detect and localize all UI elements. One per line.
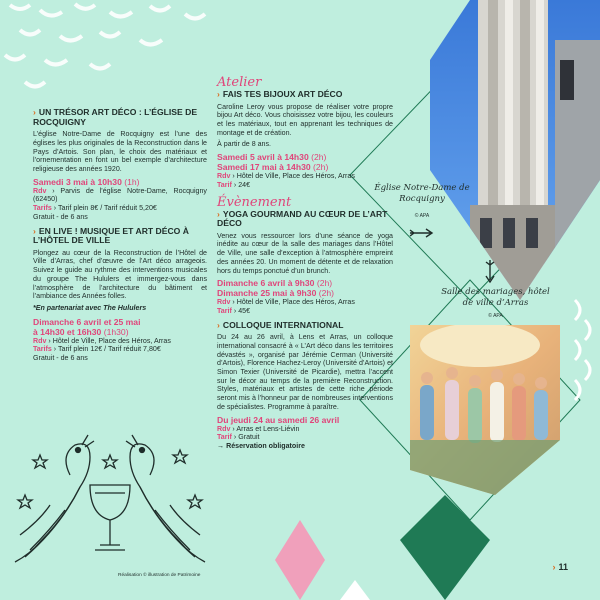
arrow-icon: › bbox=[33, 107, 36, 117]
event-date: Samedi 3 mai à 10h30 (1h) bbox=[33, 176, 140, 187]
section-colloque bbox=[217, 321, 393, 451]
church-caption: Église Notre-Dame de Rocquigny © APA bbox=[372, 183, 472, 242]
rdv-line: Rdv › Arras et Lens-Liévin bbox=[217, 424, 300, 433]
hall-caption: Salle des mariages, hôtel de ville d’Arras © APA bbox=[441, 287, 550, 319]
event-date: Du jeudi 24 au samedi 26 avril bbox=[217, 414, 340, 425]
rdv-line: Rdv › Hôtel de Ville, Place des Héros, Arras bbox=[217, 298, 355, 307]
arrow-icon: › bbox=[52, 186, 55, 195]
arrow-icon: › bbox=[233, 180, 237, 189]
arrow-right-icon bbox=[408, 228, 436, 238]
arrow-icon: › bbox=[217, 319, 220, 330]
section-title: › COLLOQUE INTERNATIONAL bbox=[217, 319, 344, 330]
section-body: Caroline Leroy vous propose de réaliser votre propre bijou Art déco. Vous choisissez votre bijou, les couleurs et les matériaux, tout en apprenant les techniques de montage et de création. bbox=[217, 102, 393, 137]
arrow-icon: › bbox=[552, 562, 556, 572]
tarifs-line: Tarifs › Tarif plein 12€ / Tarif réduit 7,80€ bbox=[33, 345, 161, 354]
arrow-icon: › bbox=[53, 345, 57, 354]
tarif-line: Tarif › 24€ bbox=[217, 180, 251, 189]
rdv-line: Rdv › Parvis de l’église Notre-Dame, Rocquigny (62450) bbox=[33, 186, 207, 204]
section-title: › YOGA GOURMAND AU CŒUR DE L’ART DÉCO bbox=[217, 208, 388, 229]
free-line: Gratuit - de 6 ans bbox=[33, 354, 88, 363]
section-body: Du 24 au 26 avril, à Lens et Arras, un colloque international consacré à « L’Art déco dans les territoires dévastés », organisé par Jérémie Cerman (Université d’Artois), Florence Hachez-Leroy (Université d’Artois) et Simon Texier (Université de Picardie), mettra l’accent sur le décor au temps de la première Reconstruction. Styles, matériaux et artistes de cette riche période seront mis à l’honneur par de nombreuses interventions de spécialistes. Programme à paraître. bbox=[217, 333, 393, 411]
tarif-line: Tarif › Gratuit bbox=[217, 433, 260, 442]
event-date: Dimanche 6 avril et 25 mai bbox=[33, 316, 141, 327]
arrow-icon: › bbox=[233, 306, 237, 315]
arrow-icon: › bbox=[232, 424, 235, 433]
partner-note: *En partenariat avec The Hululers bbox=[33, 303, 147, 312]
section-body: L’église Notre-Dame de Rocquigny est l’une des églises les plus originales de la Reconstruction dans le Pays d’Artois. Son plan, le choix des matériaux et l’ornementation en font un bel exemple d’architecture religieuse des années 1920. bbox=[33, 130, 207, 173]
tarifs-line: Tarifs › Tarif plein 8€ / Tarif réduit 5,20€ bbox=[33, 204, 157, 213]
arrow-down-icon bbox=[484, 258, 496, 284]
arrow-icon: › bbox=[217, 89, 220, 99]
section-eglise bbox=[33, 108, 207, 222]
section-body: Plongez au cœur de la Reconstruction de l’Hôtel de Ville d’Arras, chef d’œuvre de l’Art déco arrageois. Suivez le guide au rythme des interventions musicales du groupe The Hululers et immergez-vous dans l’atmosphère de l’architecture du bâtiment et l’ambiance des Années folles. bbox=[33, 248, 207, 301]
arrow-icon: › bbox=[232, 172, 235, 181]
arrow-icon: › bbox=[233, 433, 237, 442]
section-title: › FAIS TES BIJOUX ART DÉCO bbox=[217, 89, 343, 99]
free-line: Gratuit - de 6 ans bbox=[33, 212, 88, 221]
section-body: Venez vous ressourcer lors d’une séance de yoga inédite au cœur de la salle des mariages dans l’Hôtel de Ville, une salle d’exception à l’atmosphère empreint des années 20. Un moment de détente et de relaxation hors du temps ponctué d’un brunch. bbox=[217, 231, 393, 275]
reservation-line: → Réservation obligatoire bbox=[217, 441, 305, 450]
section-live bbox=[33, 227, 207, 363]
section-title: › UN TRÉSOR ART DÉCO : L’ÉGLISE DE ROCQUIGNY bbox=[33, 107, 198, 127]
event-date: Samedi 5 avril à 14h30 (2h) bbox=[217, 152, 327, 163]
column-middle bbox=[217, 75, 393, 456]
tarif-line: Tarif › 45€ bbox=[217, 306, 251, 315]
arrow-icon: → bbox=[217, 441, 225, 450]
section-title: › EN LIVE ! MUSIQUE ET ART DÉCO À L’HÔTEL DE VILLE bbox=[33, 225, 189, 246]
page-number: › 11 bbox=[552, 562, 568, 572]
arrow-icon: › bbox=[217, 208, 220, 219]
rdv-line: Rdv › Hôtel de Ville, Place des Héros, Arras bbox=[217, 172, 355, 181]
column-left bbox=[33, 108, 207, 368]
event-date: à 14h30 et 16h30 (1h30) bbox=[33, 326, 129, 337]
rdv-line: Rdv › Hôtel de Ville, Place des Héros, Arras bbox=[33, 336, 171, 345]
arrow-icon: › bbox=[232, 298, 235, 307]
event-date: Dimanche 25 mai à 9h30 (2h) bbox=[217, 288, 335, 299]
age-note: À partir de 8 ans. bbox=[217, 140, 272, 149]
arrow-icon: › bbox=[53, 204, 57, 213]
arrow-icon: › bbox=[33, 225, 36, 236]
section-yoga bbox=[217, 210, 393, 316]
event-heading: Évènement bbox=[217, 194, 292, 210]
event-date: Samedi 17 mai à 14h30 (2h) bbox=[217, 162, 329, 173]
peacock-illustration bbox=[10, 415, 210, 575]
section-bijoux bbox=[217, 90, 393, 190]
illustration-credit: Réalisation © illustration de Patrimoine bbox=[118, 573, 201, 578]
arrow-icon: › bbox=[48, 336, 51, 345]
atelier-heading: Atelier bbox=[217, 75, 262, 90]
event-date: Dimanche 6 avril à 9h30 (2h) bbox=[217, 278, 333, 289]
